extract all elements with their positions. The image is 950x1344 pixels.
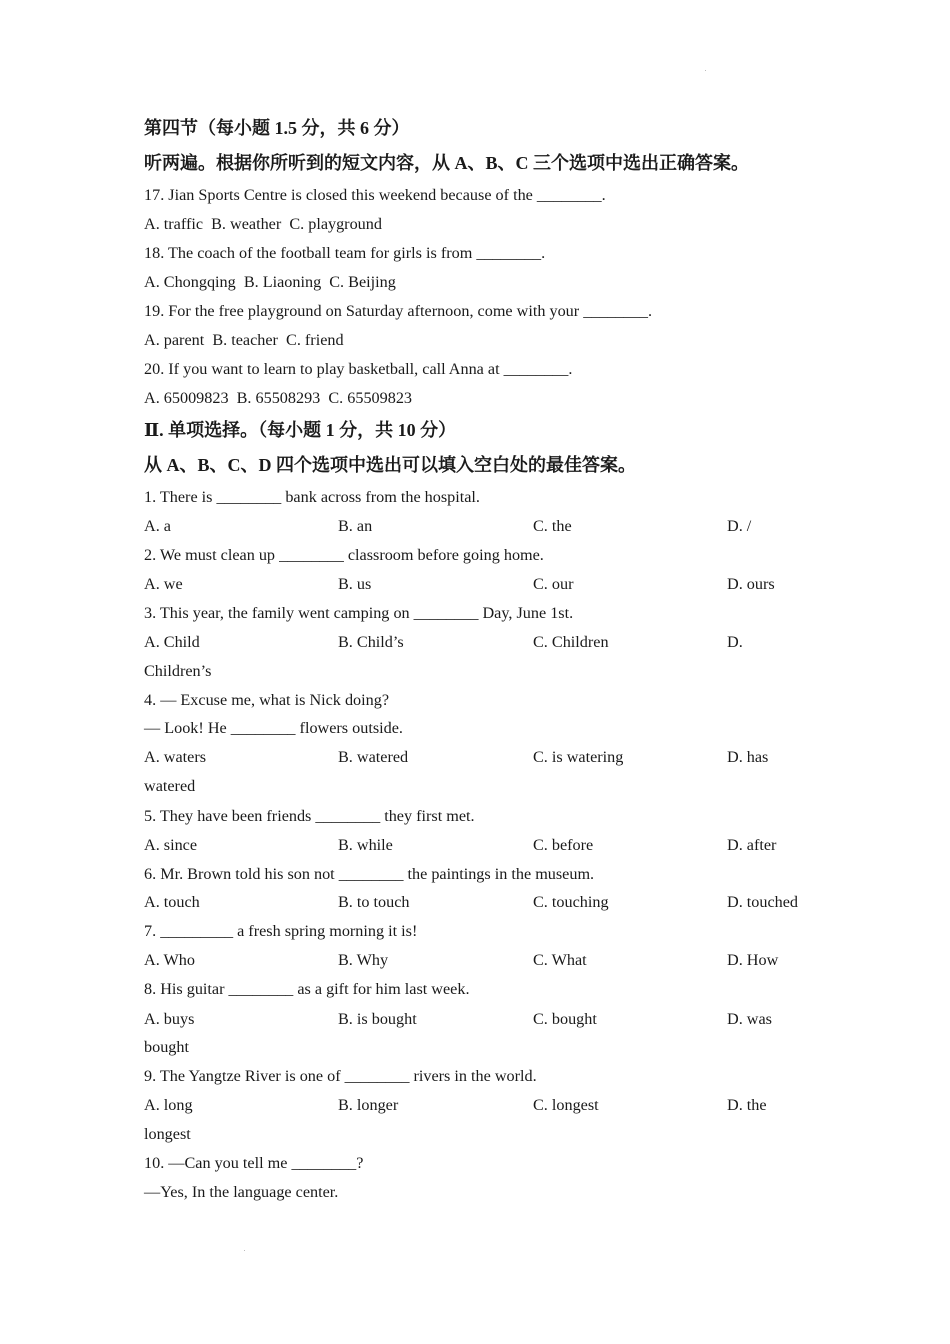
question-8-option-a: A. buys <box>144 1010 195 1028</box>
question-1-option-c: C. the <box>533 517 572 535</box>
question-8-stem: 8. His guitar ________ as a gift for him last week. <box>144 980 470 998</box>
part2-title: Ⅱ. 单项选择。（每小题 1 分，共 10 分） <box>144 420 457 440</box>
question-8-option-d: D. was <box>727 1010 772 1028</box>
question-20-stem: 20. If you want to learn to play basketball, call Anna at ________. <box>144 360 573 378</box>
question-17-stem: 17. Jian Sports Centre is closed this weekend because of the ________. <box>144 186 606 204</box>
scan-speck <box>244 1250 245 1251</box>
question-1-stem: 1. There is ________ bank across from the hospital. <box>144 488 480 506</box>
question-3-option-a: A. Child <box>144 633 200 651</box>
question-6-option-c: C. touching <box>533 893 609 911</box>
question-4-option-d: D. has <box>727 748 769 766</box>
question-7-option-b: B. Why <box>338 951 389 969</box>
question-9-option-c: C. longest <box>533 1096 599 1114</box>
question-9-option-d-wrap: longest <box>144 1125 191 1143</box>
question-6-stem: 6. Mr. Brown told his son not ________ the paintings in the museum. <box>144 865 595 883</box>
question-7-option-a: A. Who <box>144 951 195 969</box>
question-2-option-a: A. we <box>144 575 183 593</box>
question-10-stem-2: —Yes, In the language center. <box>144 1183 339 1201</box>
question-9-option-b: B. longer <box>338 1096 399 1114</box>
question-1-option-a: A. a <box>144 517 171 535</box>
section4-title: 第四节（每小题 1.5 分，共 6 分） <box>144 118 410 138</box>
question-3-stem: 3. This year, the family went camping on ________ Day, June 1st. <box>144 604 574 622</box>
question-7-option-c: C. What <box>533 951 587 969</box>
question-7-stem: 7. _________ a fresh spring morning it is! <box>144 922 418 940</box>
part2-instruction: 从 A、B、C、D 四个选项中选出可以填入空白处的最佳答案。 <box>144 455 637 475</box>
question-19-stem: 19. For the free playground on Saturday afternoon, come with your ________. <box>144 302 652 320</box>
question-2-option-d: D. ours <box>727 575 775 593</box>
question-5-option-a: A. since <box>144 836 198 854</box>
question-2-option-b: B. us <box>338 575 372 593</box>
scan-speck <box>705 70 706 71</box>
question-5-option-b: B. while <box>338 836 393 854</box>
question-4-option-b: B. watered <box>338 748 409 766</box>
question-2-option-c: C. our <box>533 575 574 593</box>
question-8-option-b: B. is bought <box>338 1010 417 1028</box>
question-18-stem: 18. The coach of the football team for girls is from ________. <box>144 244 546 262</box>
question-3-option-d-wrap: Children’s <box>144 662 212 680</box>
question-3-option-c: C. Children <box>533 633 609 651</box>
question-9-option-a: A. long <box>144 1096 193 1114</box>
question-9-stem: 9. The Yangtze River is one of ________ rivers in the world. <box>144 1067 537 1085</box>
question-10-stem: 10. —Can you tell me ________? <box>144 1154 364 1172</box>
question-9-option-d: D. the <box>727 1096 767 1114</box>
question-4-option-a: A. waters <box>144 748 207 766</box>
question-4-stem: 4. — Excuse me, what is Nick doing? <box>144 691 390 709</box>
question-20-options: A. 65009823 B. 65508293 C. 65509823 <box>144 389 413 407</box>
question-6-option-a: A. touch <box>144 893 200 911</box>
question-5-stem: 5. They have been friends ________ they first met. <box>144 807 475 825</box>
question-3-option-d: D. <box>727 633 743 651</box>
question-4-stem-2: — Look! He ________ flowers outside. <box>144 719 403 737</box>
section4-instruction: 听两遍。根据你所听到的短文内容，从 A、B、C 三个选项中选出正确答案。 <box>144 153 750 173</box>
question-1-option-b: B. an <box>338 517 373 535</box>
question-4-option-c: C. is watering <box>533 748 624 766</box>
question-4-option-d-wrap: watered <box>144 777 196 795</box>
question-17-options: A. traffic B. weather C. playground <box>144 215 382 233</box>
question-19-options: A. parent B. teacher C. friend <box>144 331 344 349</box>
question-6-option-b: B. to touch <box>338 893 410 911</box>
question-7-option-d: D. How <box>727 951 779 969</box>
question-3-option-b: B. Child’s <box>338 633 404 651</box>
question-5-option-d: D. after <box>727 836 777 854</box>
question-2-stem: 2. We must clean up ________ classroom before going home. <box>144 546 544 564</box>
question-8-option-c: C. bought <box>533 1010 597 1028</box>
question-6-option-d: D. touched <box>727 893 799 911</box>
question-8-option-d-wrap: bought <box>144 1038 189 1056</box>
question-1-option-d: D. / <box>727 517 752 535</box>
question-5-option-c: C. before <box>533 836 594 854</box>
question-18-options: A. Chongqing B. Liaoning C. Beijing <box>144 273 396 291</box>
